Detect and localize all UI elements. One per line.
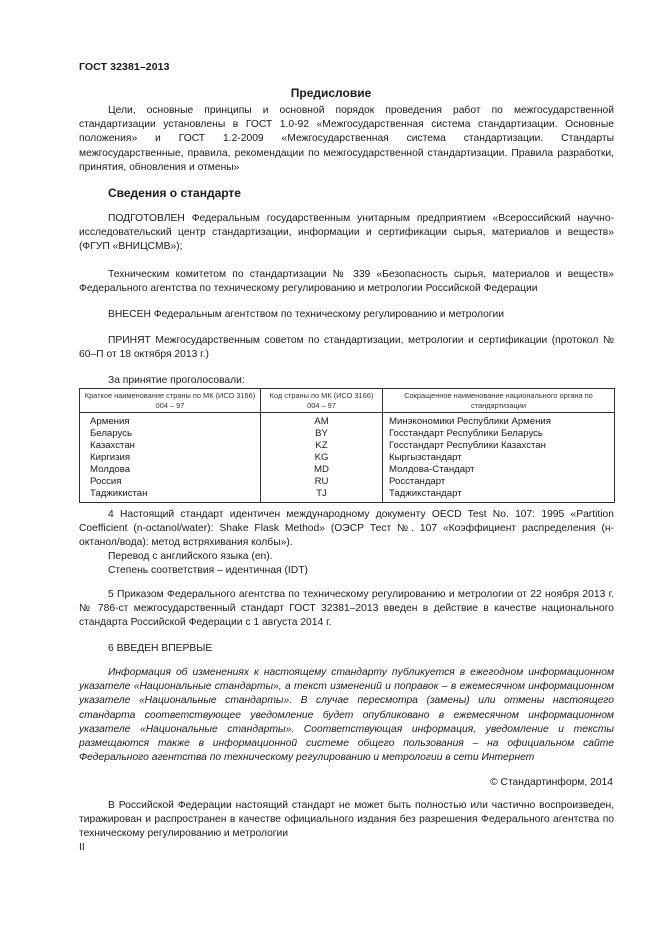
code-cell: BY bbox=[261, 428, 383, 440]
conformity-line: Степень соответствия – идентичная (IDT) bbox=[108, 565, 308, 576]
document-code: ГОСТ 32381–2013 bbox=[79, 61, 170, 73]
table-row bbox=[80, 488, 615, 503]
committee-paragraph: Техническим комитетом по стандартизации № 339 «Безопасность сырья, материалов и веществ» Федерального агентства по техническому регулированию и метрологии Российской Федерации bbox=[79, 269, 614, 295]
prepared-paragraph: ПОДГОТОВЛЕН Федеральным государственным унитарным предприятием «Всероссийский научно-исследовательский центр стандартизации, информации и сертификации сырья, материалов и веществ» (ФГУП «ВНИЦСМВ»); bbox=[79, 213, 614, 253]
table-row bbox=[80, 413, 615, 429]
page-title: Предисловие bbox=[290, 86, 372, 100]
code-cell: MD bbox=[261, 464, 383, 476]
identity-paragraph: 4 Настоящий стандарт идентичен международному документу OECD Test No. 107: 1995 «Partition Coefficient (n-octanol/water): Shake Flask Method» (ОЭСР Тест №. 107 «Коэффициент распределения (н-октанол/вода): метод встряхивания колбы»). bbox=[79, 509, 614, 549]
country-cell: Киргизия bbox=[80, 452, 261, 464]
code-cell: KG bbox=[261, 452, 383, 464]
body-cell: Госстандарт Республики Казахстан bbox=[383, 440, 615, 452]
section-title: Сведения о стандарте bbox=[108, 186, 241, 200]
table-row bbox=[80, 428, 615, 440]
table-header-body: Сокращенное наименование национального органа по стандартизации bbox=[383, 389, 615, 413]
body-cell: Минэкономики Республики Армения bbox=[383, 413, 615, 429]
table-row bbox=[80, 440, 615, 452]
introduced-paragraph: ВНЕСЕН Федеральным агентством по техническому регулированию и метрологии bbox=[108, 309, 505, 320]
body-cell: Росстандарт bbox=[383, 476, 615, 488]
order-paragraph: 5 Приказом Федерального агентства по техническому регулированию и метрологии от 22 ноября 2013 г. № 786-ст межгосударственный стандарт ГОСТ 32381–2013 введен в действие в качестве национального стандарта Российской Федерации с 1 августа 2014 г. bbox=[79, 589, 614, 629]
country-cell: Беларусь bbox=[80, 428, 261, 440]
reproduction-notice: В Российской Федерации настоящий стандарт не может быть полностью или частично воспроизведен, тиражирован и распространен в качестве официального издания без разрешения Федерального агентства по техническому регулированию и метрологии bbox=[79, 800, 614, 840]
page-number: II bbox=[79, 842, 85, 853]
intro-paragraph: Цели, основные принципы и основной порядок проведения работ по межгосударственной стандартизации установлены в ГОСТ 1.0-92 «Межгосударственная система стандартизации. Основные положения» и ГОСТ 1.2-2009 «Межгосударственная система стандартизации. Стандарты межгосударственные, правила, рекомендации по межгосударственной стандартизации. Правила разработки, принятия, обновления и отмены» bbox=[79, 105, 614, 173]
country-cell: Таджикистан bbox=[80, 488, 261, 503]
country-cell: Армения bbox=[80, 413, 261, 429]
table-header-country: Краткое наименование страны по МК (ИСО 3166) 004 – 97 bbox=[80, 389, 261, 413]
adopted-paragraph: ПРИНЯТ Межгосударственным советом по стандартизации, метрологии и сертификации (протокол № 60–П от 18 октября 2013 г.) bbox=[79, 335, 614, 361]
code-cell: AM bbox=[261, 413, 383, 429]
voted-label: За принятие проголосовали: bbox=[108, 375, 245, 386]
voting-table bbox=[79, 388, 615, 503]
code-cell: TJ bbox=[261, 488, 383, 503]
body-cell: Кыргызстандарт bbox=[383, 452, 615, 464]
body-cell: Молдова-Стандарт bbox=[383, 464, 615, 476]
first-introduced-line: 6 ВВЕДЕН ВПЕРВЫЕ bbox=[108, 643, 213, 654]
changes-info-paragraph: Информация об изменениях к настоящему стандарту публикуется в ежегодном информационном указателе «Национальные стандарты», а текст изменений и поправок – в ежемесячном информационном указателе «Национальные стандарты». В случае пересмотра (замены) или отмены настоящего стандарта соответствующее уведомление будет опубликовано в ежемесячном информационном указателе «Национальные стандарты». Соответствующая информация, уведомление и тексты размещаются также в информационной системе общего пользования – на официальном сайте Федерального агентства по техническому регулированию и метрологии в сети Интернет bbox=[79, 667, 614, 764]
country-cell: Россия bbox=[80, 476, 261, 488]
body-cell: Госстандарт Республики Беларусь bbox=[383, 428, 615, 440]
code-cell: RU bbox=[261, 476, 383, 488]
table-row bbox=[80, 464, 615, 476]
body-cell: Таджикстандарт bbox=[383, 488, 615, 503]
translation-line: Перевод с английского языка (en). bbox=[108, 551, 273, 562]
copyright-line: © Стандартинформ, 2014 bbox=[490, 777, 613, 788]
table-header-row bbox=[80, 389, 615, 413]
country-cell: Молдова bbox=[80, 464, 261, 476]
code-cell: KZ bbox=[261, 440, 383, 452]
country-cell: Казахстан bbox=[80, 440, 261, 452]
table-row bbox=[80, 476, 615, 488]
table-header-code: Код страны по МК (ИСО 3166) 004 – 97 bbox=[261, 389, 383, 413]
table-row bbox=[80, 452, 615, 464]
